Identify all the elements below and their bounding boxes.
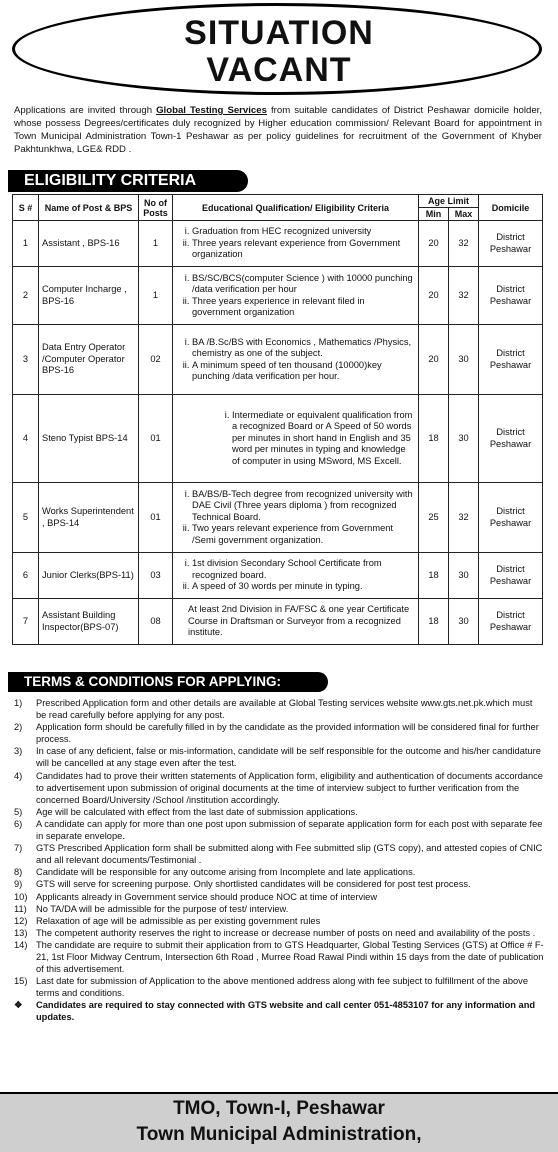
- qualification-item: i. BA /B.Sc/BS with Economics , Mathematics /Physics, chemistry as one of the subject.: [192, 337, 415, 360]
- term-text: Candidate will be responsible for any outcome arising from Incomplete and late applications.: [36, 867, 416, 878]
- term-text: No TA/DA will be admissible for the purpose of test/ interview.: [36, 903, 289, 914]
- cell-age-max: 32: [449, 267, 479, 325]
- table-row: [13, 221, 543, 267]
- term-text: Age will be calculated with effect from the last date of submission applications.: [36, 806, 358, 817]
- term-number: 13): [14, 927, 28, 938]
- qualification-item: ii. A minimum speed of ten thousand (10000)key punching /data verification per hour.: [192, 360, 415, 383]
- cell-post: Steno Typist BPS-14: [39, 395, 139, 483]
- term-item: [14, 842, 544, 866]
- cell-age-min: 20: [419, 221, 449, 267]
- term-item: [14, 939, 544, 975]
- cell-posts: 1: [139, 221, 173, 267]
- qualification-item: i. 1st division Secondary School Certificate from recognized board.: [192, 558, 415, 581]
- cell-qualification: [173, 553, 419, 599]
- cell-domicile: District Peshawar: [479, 325, 543, 395]
- table-row: [13, 395, 543, 483]
- cell-age-max: 32: [449, 221, 479, 267]
- diamond-bullet-icon: ❖: [14, 1000, 23, 1011]
- term-text: Relaxation of age will be admissible as per existing government rules: [36, 915, 321, 926]
- term-text: A candidate can apply for more than one post upon submission of separate application form for each post with separate fee in separate envelope.: [36, 818, 543, 842]
- term-number: 6): [14, 818, 23, 829]
- cell-age-max: 30: [449, 395, 479, 483]
- header-qualification: Educational Qualification/ Eligibility Criteria: [173, 195, 419, 221]
- title-line-1: SITUATION: [184, 14, 374, 52]
- term-item: [14, 866, 544, 878]
- term-item: [14, 745, 544, 769]
- header-posts: No of Posts: [139, 195, 173, 221]
- qualification-item: i. BA/BS/B-Tech degree from recognized university with DAE Civil (Three years diploma ) from recognized Technical Board.: [192, 489, 415, 524]
- header-min: Min: [419, 208, 449, 221]
- cell-post: Assistant Building Inspector(BPS-07): [39, 599, 139, 645]
- cell-qualification: [173, 267, 419, 325]
- cell-qualification: [173, 221, 419, 267]
- cell-posts: 08: [139, 599, 173, 645]
- cell-qualification: [173, 395, 419, 483]
- cell-age-max: 30: [449, 325, 479, 395]
- term-number: 12): [14, 915, 28, 926]
- term-text: The candidate are require to submit their application from to GTS Headquarter, Global Testing Services (GTS) at Office # F-21, 1st Floor Midway Centrum, Intersection 6th Road , Murree Road Rawal Pindi within 15 days from the date of publication of this advertisement.: [36, 939, 544, 975]
- term-text: Prescribed Application form and other details are available at Global Testing services website www.gts.net.pk.which must be read carefully before applying for any post.: [36, 698, 533, 721]
- header-sno: S #: [13, 195, 39, 221]
- intro-paragraph: [14, 104, 542, 156]
- cell-sno: 5: [13, 483, 39, 553]
- term-item: [14, 697, 544, 721]
- cell-domicile: District Peshawar: [479, 221, 543, 267]
- term-number: 14): [14, 939, 28, 950]
- term-text: Candidates had to prove their written statements of Application form, eligibility and authentication of documents accordance to advertisement upon submission of original documents at the time of interview subject to further verification from the concerned Board/University /School /institution accordingly.: [36, 770, 543, 805]
- title-line-2: VACANT: [206, 51, 352, 89]
- qualification-item: ii. Three years experience in relevant filed in government organization: [192, 296, 415, 319]
- terms-heading: TERMS & CONDITIONS FOR APPLYING:: [24, 674, 282, 689]
- term-number: 1): [14, 698, 23, 708]
- term-text: GTS will serve for screening purpose. Only shortlisted candidates will be considered for post test process.: [36, 879, 471, 890]
- cell-age-min: 18: [419, 599, 449, 645]
- table-row: [13, 553, 543, 599]
- term-item: [14, 975, 544, 999]
- footer-line-2: Town Municipal Administration,: [136, 1124, 422, 1145]
- header-age-limit: Age Limit: [419, 195, 479, 208]
- cell-age-max: 32: [449, 483, 479, 553]
- term-item: [14, 770, 544, 806]
- table-header-row: [13, 195, 543, 208]
- term-number: 15): [14, 976, 28, 987]
- term-item: [14, 806, 544, 818]
- cell-qualification: [173, 325, 419, 395]
- qualification-item: i. BS/SC/BCS(computer Science ) with 10000 punching /data verification per hour: [192, 273, 415, 296]
- cell-post: Works Superintendent , BPS-14: [39, 483, 139, 553]
- cell-age-min: 20: [419, 267, 449, 325]
- qualification-item: ii. A speed of 30 words per minute in typing.: [192, 581, 415, 593]
- cell-sno: 4: [13, 395, 39, 483]
- qualification-item: ii. Two years relevant experience from Government /Semi government organization.: [192, 523, 415, 546]
- term-number: 5): [14, 806, 23, 817]
- cell-sno: 3: [13, 325, 39, 395]
- eligibility-table: [12, 194, 543, 645]
- cell-domicile: District Peshawar: [479, 267, 543, 325]
- intro-highlight: Global Testing Services: [156, 105, 267, 116]
- term-number: 11): [14, 903, 27, 914]
- cell-posts: 02: [139, 325, 173, 395]
- term-text: GTS Prescribed Application form shall be submitted along with Fee submitted slip (GTS copy), and attested copies of CNIC and all relevant documents/Testimonial .: [36, 843, 543, 866]
- cell-age-max: 30: [449, 599, 479, 645]
- term-number: 3): [14, 746, 23, 757]
- cell-age-min: 25: [419, 483, 449, 553]
- terms-heading-bar: [8, 672, 328, 692]
- cell-qualification: [173, 599, 419, 645]
- cell-domicile: District Peshawar: [479, 483, 543, 553]
- term-item: [14, 927, 544, 939]
- header-max: Max: [449, 208, 479, 221]
- header-domicile: Domicile: [479, 195, 543, 221]
- cell-domicile: District Peshawar: [479, 599, 543, 645]
- term-number: 7): [14, 843, 23, 854]
- term-item: [14, 891, 544, 903]
- cell-sno: 7: [13, 599, 39, 645]
- term-item: [14, 878, 544, 890]
- qualification-item: i. Intermediate or equivalent qualification from a recognized Board or A Speed of 50 words per minutes in short hand in English and 35 word per minutes in typing and knowledge of computer in using MSword, MS Excell.: [232, 410, 415, 468]
- cell-age-max: 30: [449, 553, 479, 599]
- terms-list: [14, 697, 544, 1024]
- term-item: [14, 999, 544, 1023]
- cell-age-min: 18: [419, 395, 449, 483]
- term-text: Applicants already in Government service should produce NOC at time of interview: [36, 891, 378, 902]
- footer-line-1: TMO, Town-I, Peshawar: [173, 1098, 385, 1119]
- qualification-item: i. Graduation from HEC recognized university: [192, 226, 415, 238]
- table-row: [13, 483, 543, 553]
- eligibility-heading-bar: [8, 170, 248, 192]
- cell-post: Junior Clerks(BPS-11): [39, 553, 139, 599]
- term-number: 8): [14, 867, 23, 878]
- cell-posts: 01: [139, 483, 173, 553]
- table-row: [13, 267, 543, 325]
- term-number: 10): [14, 891, 28, 902]
- cell-qualification: [173, 483, 419, 553]
- cell-post: Data Entry Operator /Computer Operator BPS-16: [39, 325, 139, 395]
- intro-text-after: from suitable candidates of District Peshawar domicile holder, whose possess Degrees/certificates duly recognized by Higher education commission/ Relevant Board for appointment in Town Municipal Administration Town-1 Peshawar as per policy guidelines for recruitment of the Government of Khyber Pakhtunkhwa, LGE& RDD .: [14, 105, 543, 155]
- intro-text-before: Applications are invited through: [14, 105, 157, 116]
- cell-post: Computer Incharge , BPS-16: [39, 267, 139, 325]
- cell-sno: 1: [13, 221, 39, 267]
- term-item: [14, 915, 544, 927]
- term-text: The competent authority reserves the right to increase or decrease number of posts on need and availability of the posts .: [36, 927, 536, 938]
- term-item: [14, 903, 544, 915]
- term-item: [14, 721, 544, 745]
- table-row: [13, 599, 543, 645]
- term-text: In case of any deficient, false or mis-information, candidate will be self responsible for the outcome and his/her candidature will be cancelled at any stage even after the test.: [36, 746, 541, 769]
- cell-posts: 03: [139, 553, 173, 599]
- cell-age-min: 20: [419, 325, 449, 395]
- qualification-item: At least 2nd Division in FA/FSC & one year Certificate Course in Draftsman or Surveyor from a recognized institute.: [188, 604, 410, 638]
- term-item: [14, 818, 544, 842]
- cell-sno: 6: [13, 553, 39, 599]
- table-row: [13, 325, 543, 395]
- term-number: 4): [14, 770, 23, 781]
- footer: [0, 1092, 558, 1152]
- cell-posts: 1: [139, 267, 173, 325]
- term-text: Candidates are required to stay connected with GTS website and call center 051-4853107 for any information and updates.: [36, 1000, 536, 1023]
- term-number: 9): [14, 879, 23, 890]
- cell-age-min: 18: [419, 553, 449, 599]
- term-number: 2): [14, 722, 23, 733]
- qualification-item: ii. Three years relevant experience from Government organization: [192, 238, 415, 261]
- cell-post: Assistant , BPS-16: [39, 221, 139, 267]
- term-text: Application form should be carefully filled in by the candidate as the provided information will be considered final for further process.: [36, 722, 539, 745]
- cell-domicile: District Peshawar: [479, 395, 543, 483]
- eligibility-heading: ELIGIBILITY CRITERIA: [24, 172, 197, 189]
- term-text: Last date for submission of Application to the above mentioned address along with fee subject to fulfillment of the above terms and conditions.: [36, 976, 529, 999]
- cell-domicile: District Peshawar: [479, 553, 543, 599]
- header-post: Name of Post & BPS: [39, 195, 139, 221]
- cell-posts: 01: [139, 395, 173, 483]
- cell-sno: 2: [13, 267, 39, 325]
